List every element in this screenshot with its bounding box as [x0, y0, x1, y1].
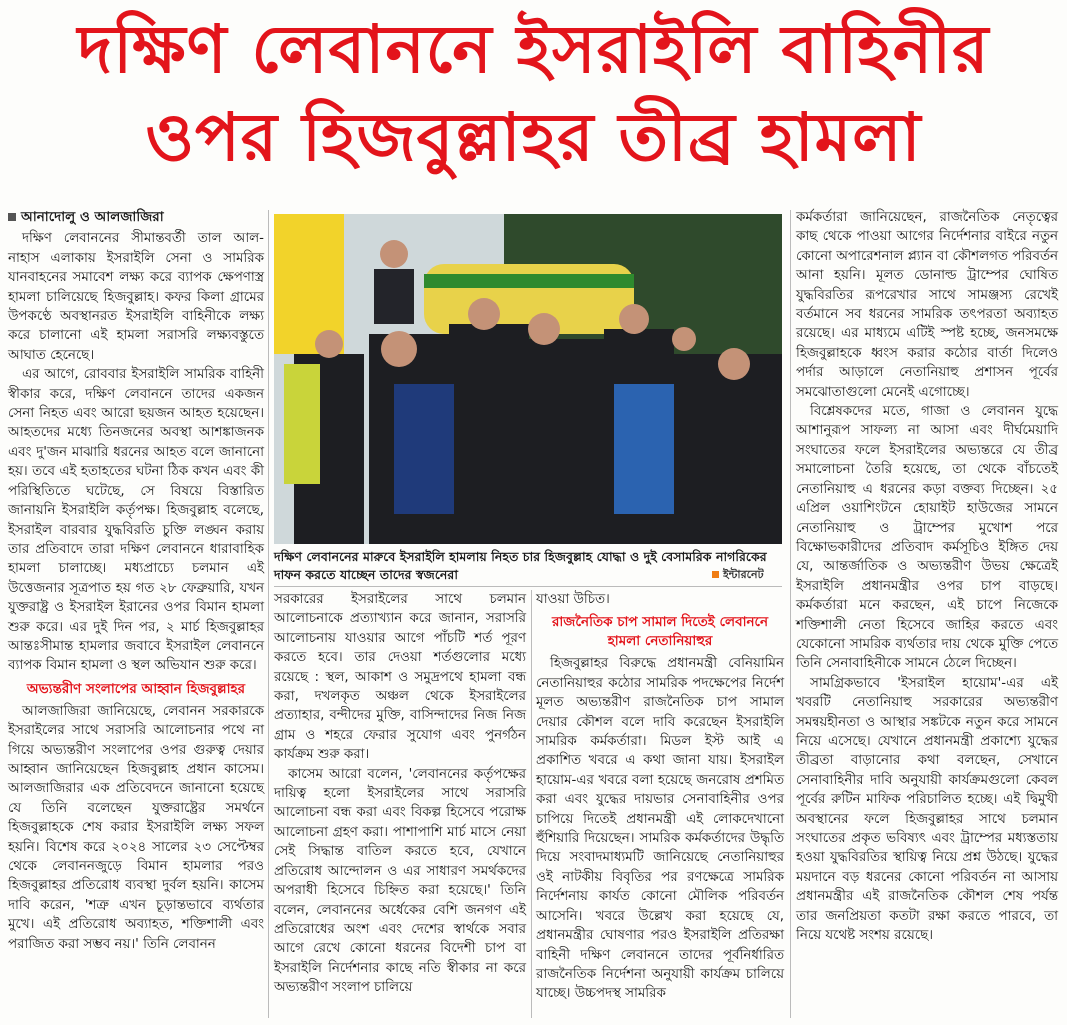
- funeral-procession-image: [274, 214, 782, 544]
- paragraph: দক্ষিণ লেবাননের সীমান্তবর্তী তাল আল-নাহাস এলাকায় ইসরাইলি সেনা ও সামরিক যানবাহনের সমাবেশ লক্ষ্য করে ব্যাপক ক্ষেপণাস্ত্র হামলা চালিয়েছে হিজবুল্লাহ। কফর কিলা গ্রামের উপকণ্ঠে অবস্থানরত ইসরাইলি বাহিনীকে লক্ষ্য করে চালানো এই হামলা সরাসরি লক্ষ্যবস্তুতে আঘাত হেনেছে।: [8, 231, 264, 363]
- column-divider: [268, 210, 269, 1018]
- article-column-4: [796, 208, 1058, 945]
- paragraph: এর আগে, রোববার ইসরাইলি সামরিক বাহিনী স্বীকার করে, দক্ষিণ লেবাননে তাদের একজন সেনা নিহত এবং আরো ছয়জন আহত হয়েছেন। আহতদের মধ্যে তিনজনের অবস্থা আশঙ্কাজনক এবং দু'জন মাঝারি ধরনের আহত বলে জানানো হয়। তবে এই হতাহতের ঘটনা ঠিক কখন এবং কী পরিস্থিতিতে ঘটেছে, সে বিষয়ে বিস্তারিত জানায়নি ইসরাইলি কর্তৃপক্ষ। হিজবুল্লাহ বলেছে, ইসরাইল বারবার যুদ্ধবিরতি চুক্তি লঙ্ঘন করায় তার প্রতিবাদে তারা দক্ষিণ লেবাননে ধারাবাহিক হামলা চালাচ্ছে। মধ্যপ্রাচ্যে চলমান এই উত্তেজনার সূত্রপাত হয় গত ২৮ ফেব্রুয়ারি, যখন যুক্তরাষ্ট্র ও ইসরাইল ইরানের ওপর বিমান হামলা শুরু করে। এর দুই দিন পর, ২ মার্চ হিজবুল্লাহর আন্তঃসীমান্ত হামলার জবাবে ইসরাইল লেবাননে ব্যাপক বিমান হামলা ও স্থল অভিযান শুরু করে।: [8, 367, 264, 674]
- column-divider: [531, 590, 532, 1018]
- headline-line-1: দক্ষিণ লেবাননে ইসরাইলি বাহিনীর: [77, 11, 990, 88]
- paragraph: আলজাজিরা জানিয়েছে, লেবানন সরকারকে ইসরাইলের সাথে সরাসরি আলোচনার পথে না গিয়ে অভ্যন্তরীণ সংলাপের ওপর গুরুত্ব দেয়ার আহ্বান জানিয়েছেন হিজবুল্লাহ প্রধান কাসেম। আলজাজিরার এক প্রতিবেদনে জানানো হয়েছে যে তিনি বলেছেন যুক্তরাষ্ট্রের সমর্থনে হিজবুল্লাহকে শেষ করার ইসরাইলি লক্ষ্য সফল হয়নি। বিশেষ করে ২০২৪ সালের ২৩ সেপ্টেম্বর থেকে লেবাননজুড়ে বিমান হামলার পরও হিজবুল্লাহর প্রতিরোধ ব্যবস্থা দুর্বল হয়নি। কাসেম দাবি করেন, 'শত্রু এখন চূড়ান্তভাবে ব্যর্থতার মুখে। এই প্রতিরোধ অব্যাহত, শক্তিশালী এবং পরাজিত করা সম্ভব নয়।' তিনি লেবানন: [8, 703, 264, 952]
- headline: [0, 6, 1067, 182]
- article-column-3: [536, 590, 784, 1004]
- subheading: রাজনৈতিক চাপ সামাল দিতেই লেবাননে হামলা নেতানিয়াহুর: [551, 614, 769, 650]
- subheading: অভ্যন্তরীণ সংলাপের আহ্বান হিজবুল্লাহর: [26, 680, 246, 697]
- column-divider: [790, 210, 791, 1018]
- source-text: আনাদোলু ও আলজাজিরা: [21, 209, 164, 225]
- article-column-2: [274, 590, 526, 998]
- square-bullet-icon: [712, 571, 719, 578]
- photo-credit: [712, 566, 764, 585]
- photo-caption: দক্ষিণ লেবাননের মারুবে ইসরাইলি হামলায় নিহত চার হিজবুল্লাহ যোদ্ধা ও দুই বেসামরিক নাগরিকের দাফন করতে যাচ্ছেন তাদের স্বজনেরা: [274, 549, 767, 582]
- paragraph: সরকারের ইসরাইলের সাথে চলমান আলোচনাকে প্রত্যাখ্যান করে জানান, সরাসরি আলোচনায় যাওয়ার আগে পাঁচটি শর্ত পূরণ করতে হবে। তার দেওয়া শর্তগুলোর মধ্যে রয়েছে : স্থল, আকাশ ও সমুদ্রপথে হামলা বন্ধ করা, দখলকৃত অঞ্চল থেকে ইসরাইলের প্রত্যাহার, বন্দীদের মুক্তি, বাসিন্দাদের নিজ নিজ গ্রাম ও শহরে ফেরার সুযোগ এবং পুনর্গঠন কার্যক্রম শুরু করা।: [274, 592, 526, 763]
- paragraph: কর্মকর্তারা জানিয়েছেন, রাজনৈতিক নেতৃত্বের কাছ থেকে পাওয়া আগের নির্দেশনার বাইরে নতুন কোনো অপারেশনাল প্ল্যান বা কৌশলগত পরিবর্তন আনা হয়নি। মূলত ডোনাল্ড ট্রাম্পের ঘোষিত যুদ্ধবিরতির রূপরেখার সাথে সামঞ্জস্য রেখেই বর্তমানে সব ধরনের সামরিক তৎপরতা অব্যাহত রয়েছে। এর মাধ্যমে এটিই স্পষ্ট হচ্ছে, জনসমক্ষে হিজবুল্লাহকে ধ্বংস করার কঠোর বার্তা দিলেও পর্দার আড়ালে নেতানিয়াহু প্রশাসন পূর্বের সমঝোতাগুলো মেনেই এগোচ্ছে।: [796, 210, 1058, 400]
- paragraph: হিজবুল্লাহর বিরুদ্ধে প্রধানমন্ত্রী বেনিয়ামিন নেতানিয়াহুর কঠোর সামরিক পদক্ষেপের নির্দেশ মূলত অভ্যন্তরীণ রাজনৈতিক চাপ সামাল দেয়ার কৌশল বলে দাবি করেছেন ইসরাইলি সামরিক কর্মকর্তারা। মিডল ইস্ট আই এ প্রকাশিত খবরে এ কথা জানা যায়। ইসরাইল হায়োম-এর খবরে বলা হয়েছে জনরোষ প্রশমিত করা এবং যুদ্ধের দায়ভার সেনাবাহিনীর ওপর চাপিয়ে দিতেই প্রধানমন্ত্রী এই লোকদেখানো হুঁশিয়ারি দিয়েছেন। সামরিক কর্মকর্তাদের উদ্ধৃতি দিয়ে সংবাদমাধ্যমটি জানিয়েছে নেতানিয়াহুর ওই নাটকীয় বিবৃতির পর রণক্ষেত্রে সামরিক নির্দেশনায় কার্যত কোনো মৌলিক পরিবর্তন আসেনি। খবরে উল্লেখ করা হয়েছে যে, প্রধানমন্ত্রীর ঘোষণার পরও ইসরাইলি প্রতিরক্ষা বাহিনী দক্ষিণ লেবাননে তাদের পূর্বনির্ধারিত রাজনৈতিক নির্দেশনা অনুযায়ী কার্যক্রম চালিয়ে যাচ্ছে। উচ্চপদস্থ সামরিক: [536, 656, 784, 1002]
- article-column-1: [8, 208, 264, 954]
- source-line: [8, 208, 264, 227]
- paragraph: সামগ্রিকভাবে 'ইসরাইল হায়োম'-এর এই খবরটি নেতানিয়াহু সরকারের অভ্যন্তরীণ সমন্বয়হীনতা ও আস্থার সঙ্কটকে নতুন করে সামনে নিয়ে এসেছে। যেখানে প্রধানমন্ত্রী প্রকাশ্যে যুদ্ধের তীব্রতা বাড়ানোর কথা বলছেন, সেখানে সেনাবাহিনীর দাবি অনুযায়ী কার্যক্রমগুলো কেবল পূর্বের রুটিন মাফিক পরিচালিত হচ্ছে। এই দ্বিমুখী অবস্থানের ফলে হিজবুল্লাহর সাথে চলমান সংঘাতের প্রকৃত ভবিষ্যৎ এবং ট্রাম্পের মধ্যস্ততায় হওয়া যুদ্ধবিরতির স্থায়িত্ব নিয়ে প্রশ্ন উঠছে। যুদ্ধের ময়দানে বড় ধরনের কোনো পরিবর্তন না আসায় প্রধানমন্ত্রীর এই রাজনৈতিক কৌশল শেষ পর্যন্ত তার জনপ্রিয়তা কতটা রক্ষা করতে পারবে, তা নিয়ে যথেষ্ট সংশয় রয়েছে।: [796, 675, 1058, 944]
- headline-line-2: ওপর হিজবুল্লাহর তীব্র হামলা: [145, 99, 922, 176]
- caption-divider: [274, 586, 782, 587]
- paragraph: যাওয়া উচিত।: [536, 592, 610, 607]
- news-photo: [274, 214, 782, 544]
- paragraph: বিশ্লেষকদের মতে, গাজা ও লেবানন যুদ্ধে আশানুরূপ সাফল্য না আসা এবং দীর্ঘমেয়াদি সংঘাতের ফলে ইসরাইলের অভ্যন্তরে যে তীব্র সমালোচনা তৈরি হয়েছে, তা থেকে বাঁচতেই নেতানিয়াহু এ ধরনের কড়া বক্তব্য দিচ্ছেন। ২৫ এপ্রিল ওয়াশিংটনে হোয়াইট হাউজের সামনে নেতানিয়াহু ও ট্রাম্পের মুখোশ পরে বিক্ষোভকারীদের প্রতিবাদ কর্মসূচিও ইঙ্গিত দেয় যে, আন্তর্জাতিক ও অভ্যন্তরীণ উভয় ক্ষেত্রেই ইসরাইলি প্রধানমন্ত্রীর ওপর চাপ বাড়ছে। কর্মকর্তারা মনে করছেন, এই চাপে নিজেকে শক্তিশালী নেতা হিসেবে জাহির করতে এবং যেকোনো সামরিক ব্যর্থতার দায় থেকে মুক্তি পেতে তিনি সেনাবাহিনীকে সামনে ঠেলে দিচ্ছেন।: [796, 404, 1058, 672]
- photo-credit-text: ইন্টারনেট: [723, 568, 764, 581]
- paragraph: কাসেম আরো বলেন, 'লেবাননের কর্তৃপক্ষের দায়িত্ব হলো ইসরাইলের সাথে সরাসরি আলোচনা বন্ধ করা এবং বিকল্প হিসেবে পরোক্ষ আলোচনা গ্রহণ করা। পাশাপাশি মার্চ মাসে নেয়া সেই সিদ্ধান্ত বাতিল করতে হবে, যেখানে প্রতিরোধ আন্দোলন ও এর সাধারণ সমর্থকদের অপরাধী হিসেবে চিহ্নিত করা হয়েছে।' তিনি বলেন, লেবাননের অর্ধেকের বেশি জনগণ এই প্রতিরোধের অংশ এবং দেশের স্বার্থকে সবার আগে রেখে কোনো ধরনের বিদেশী চাপ বা ইসরাইলি নির্দেশনার কাছে নতি স্বীকার না করে অভ্যন্তরীণ সংলাপ চালিয়ে: [274, 766, 526, 996]
- bullet-icon: [8, 213, 16, 221]
